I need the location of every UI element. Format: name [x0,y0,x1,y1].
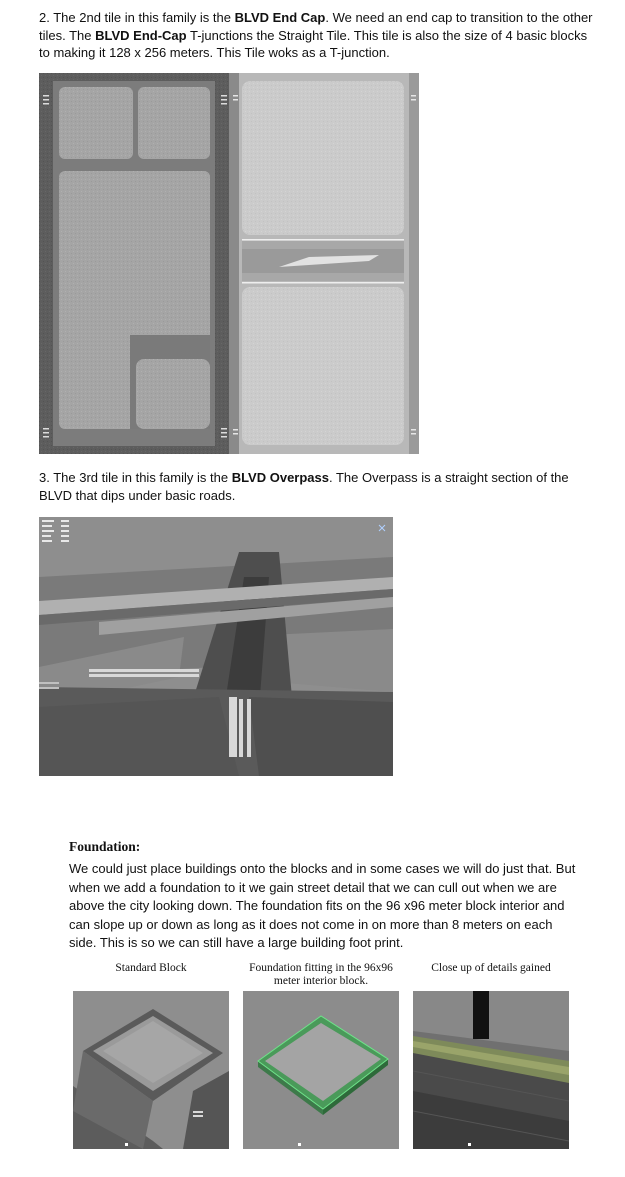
caption-standard-block: Standard Block [115,962,187,974]
text-segment: 3. The 3rd tile in this family is the [39,470,232,485]
foundation-fitting-image [243,991,399,1149]
text-segment: . The Overpass is a straight section of the BLVD that dips under basic roads. [39,470,569,503]
section2-paragraph [39,9,599,62]
overpass-3d-viewport-image [39,517,393,776]
foundation-heading: Foundation: [69,839,141,854]
standard-block-image [73,991,229,1149]
text-segment: T-junctions the Straight Tile. This tile is also the size of 4 basic blocks to making it 128 x 256 meters. This Tile woks as a T-junction. [39,27,588,60]
tile-name-end-cap-alt: BLVD End-Cap [95,27,187,43]
foundation-paragraph: We could just place buildings onto the blocks and in some cases we will do just that. But when we add a foundation to it we gain street detail that we can cull out when we are above the city looking down. The foundation fits on the 96 x96 meter block interior and can slope up or down as long as it does not come in on more than 8 meters on each side. This is so we can still have a large building foot print. [69,861,576,950]
close-up-details-image [413,991,569,1149]
caption-close-up: Close up of details gained [431,962,551,974]
tile-name-overpass: BLVD Overpass [231,470,329,485]
section3-paragraph [39,469,599,504]
text-segment: 2. The 2nd tile in this family is the [39,10,235,25]
text-segment: . We need an end cap to transition to the other tiles. The [39,10,593,43]
tile-name-end-cap: BLVD End Cap [234,10,326,25]
end-cap-tile-image [39,73,419,454]
caption-foundation-fitting: Foundation fitting in the 96x96 meter interior block. [249,962,393,987]
